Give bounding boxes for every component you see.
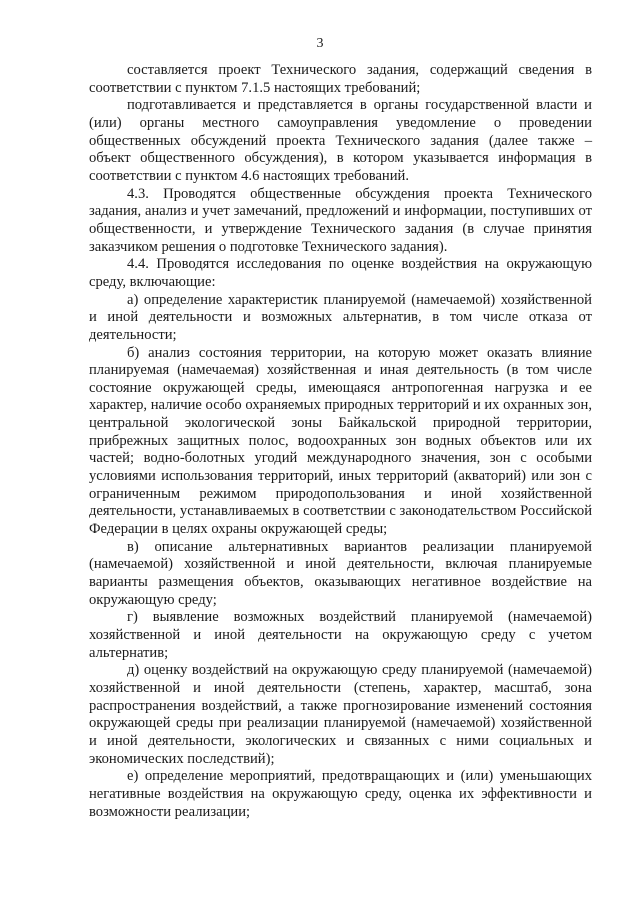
paragraph-4-4: 4.4. Проводятся исследования по оценке воздействия на окружающую среду, включающие: [89,256,592,290]
paragraph-project-drafting: составляется проект Технического задания, содержащий сведения в соответствии с пунктом 7.1.5 настоящих требований; [89,62,592,96]
paragraph-4-3: 4.3. Проводятся общественные обсуждения проекта Технического задания, анализ и учет замечаний, предложений и информации, поступивших от общественности, и утверждение Технического задания (в случае принятия заказчиком решения о подготовке Технического задания). [89,185,592,255]
list-item-v: в) описание альтернативных вариантов реализации планируемой (намечаемой) хозяйственной и иной деятельности, включая планируемые варианты размещения объектов, оказывающих негативное воздействие на окружающую среду; [89,538,592,608]
list-item-d: д) оценку воздействий на окружающую среду планируемой (намечаемой) хозяйственной и иной деятельности (степень, характер, масштаб, зона распространения воздействий, а также прогнозирование изменений состояния окружающей среды при реализации планируемой (намечаемой) хозяйственной и иной деятельности, экологических и связанных с ними социальных и экономических последствий); [89,662,592,767]
list-item-b: б) анализ состояния территории, на которую может оказать влияние планируемая (намечаемая) хозяйственная и иная деятельность (в том числе состояние окружающей среды, имеющаяся антропогенная нагрузка и ее характер, наличие особо охраняемых природных территорий и их охранных зон, центральной экологической зоны Байкальской природной территории, прибрежных защитных полос, водоохранных зон водных объектов или их частей; водно-болотных угодий международного значения, зон с особыми условиями использования территорий, иных территорий (акваторий) или зон с ограниченным режимом природопользования и иной хозяйственной деятельности, устанавливаемых в соответствии с законодательством Российской Федерации в целях охраны окружающей среды; [89,344,592,538]
list-item-g: г) выявление возможных воздействий планируемой (намечаемой) хозяйственной и иной деятельности на окружающую среду с учетом альтернатив; [89,609,592,661]
document-body [89,62,592,821]
list-item-e: е) определение мероприятий, предотвращающих и (или) уменьшающих негативные воздействия на окружающую среду, оценка их эффективности и возможности реализации; [89,768,592,820]
paragraph-notification: подготавливается и представляется в органы государственной власти и (или) органы местного самоуправления уведомление о проведении общественных обсуждений проекта Технического задания (далее также – объект общественного обсуждения), в котором указывается информация в соответствии с пунктом 4.6 настоящих требований. [89,97,592,184]
list-item-a: а) определение характеристик планируемой (намечаемой) хозяйственной и иной деятельности и возможных альтернатив, в том числе отказа от деятельности; [89,291,592,343]
page-number: 3 [316,36,324,51]
